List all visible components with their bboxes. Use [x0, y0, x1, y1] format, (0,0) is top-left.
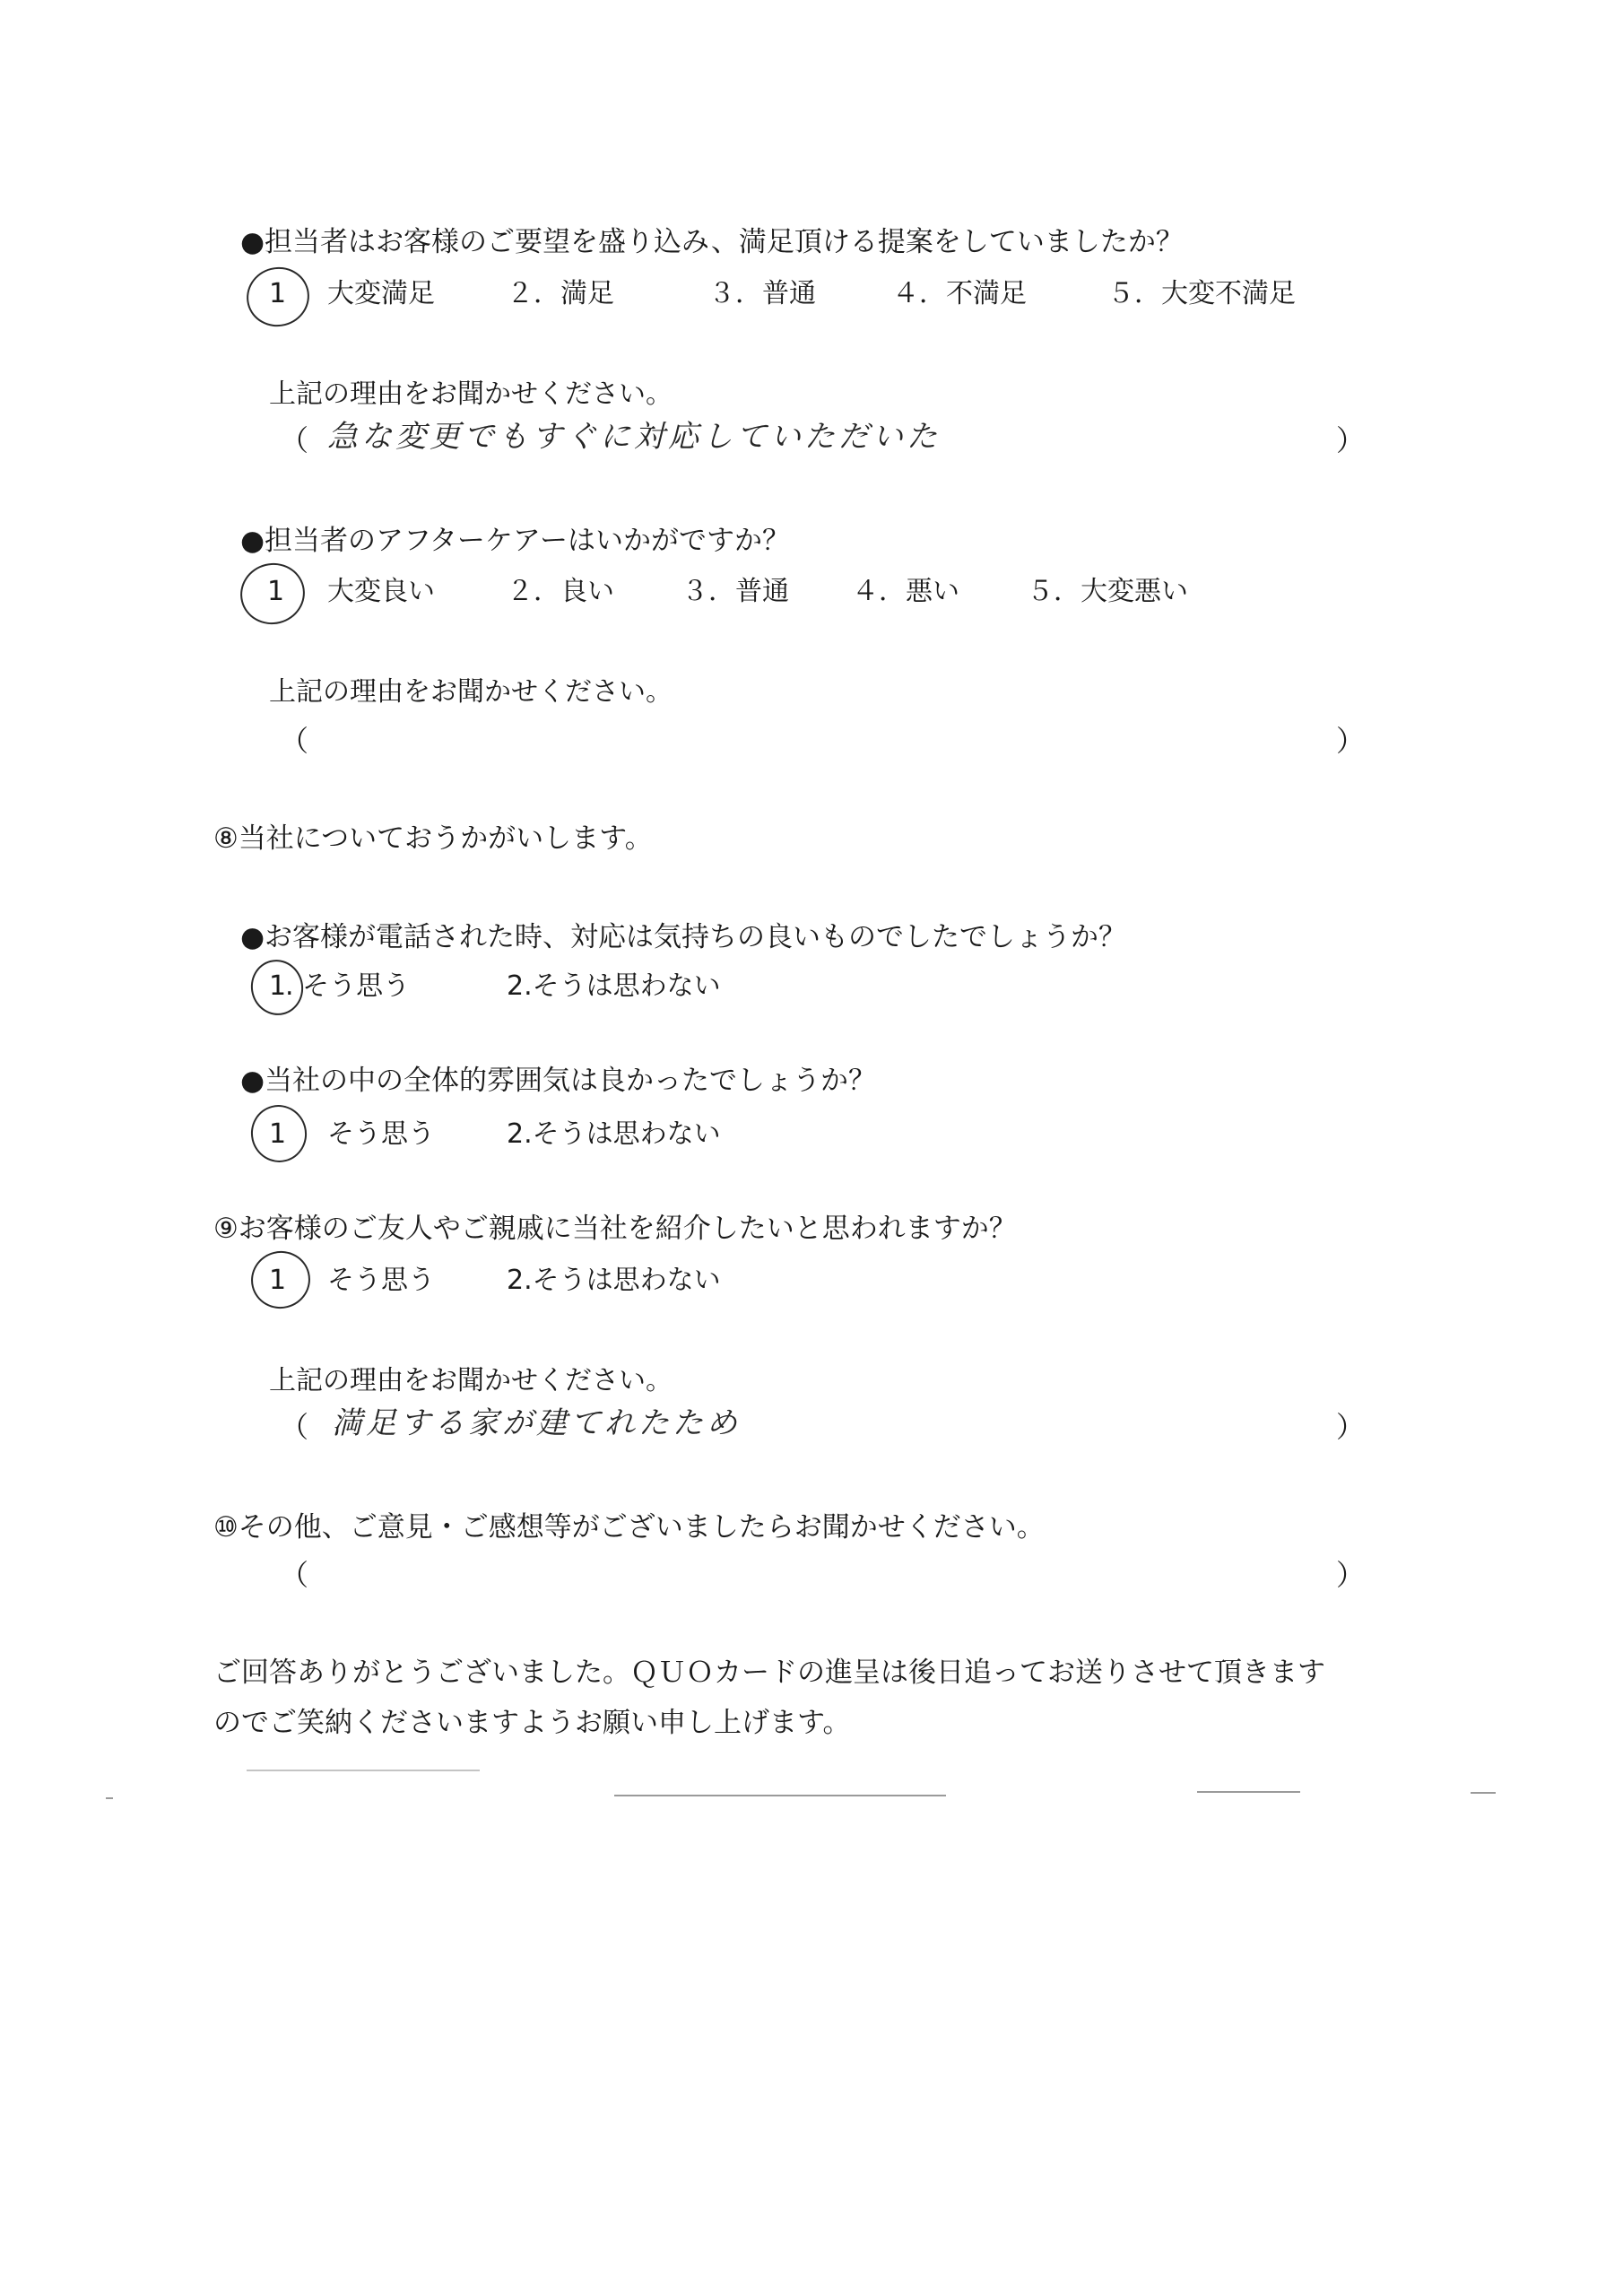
paren-close: ）: [1336, 724, 1366, 758]
option-normal: ３．普通: [681, 576, 789, 607]
option-bad: ４．悪い: [852, 576, 959, 607]
option-very-good: 大変良い: [327, 576, 435, 607]
option-disagree: 2.そうは思わない: [507, 970, 721, 1002]
option-agree: . そう思う: [285, 970, 411, 1002]
paren-close: ）: [1336, 1558, 1366, 1592]
question-referral: ⑨お客様のご友人やご親戚に当社を紹介したいと思われますか？: [213, 1213, 1017, 1245]
option-disagree: 2.そうは思わない: [507, 1118, 721, 1150]
option-very-bad: ５．大変悪い: [1027, 576, 1188, 607]
paren-close: ）: [1336, 423, 1366, 457]
reason-prompt: 上記の理由をお聞かせください。: [269, 378, 673, 410]
question-aftercare: ●担当者のアフターケアーはいかがですか？: [240, 525, 790, 557]
option-very-satisfied: 大変満足: [327, 278, 435, 309]
paren-close: ）: [1336, 1410, 1366, 1444]
option-unsatisfied: ４．不満足: [892, 278, 1027, 309]
handwritten-answer: 急な変更でもすぐに対応していただいた: [327, 419, 941, 455]
section-8-heading: ⑧当社についておうかがいします。: [213, 822, 653, 855]
scan-artifact-line: [1197, 1791, 1300, 1793]
option-good: ２．良い: [507, 576, 614, 607]
question-other-comments: ⑩その他、ご意見・ご感想等がございましたらお聞かせください。: [213, 1511, 1045, 1544]
paren-open: （: [280, 1410, 309, 1444]
reason-prompt: 上記の理由をお聞かせください。: [269, 1365, 673, 1396]
option-number-1: 1: [267, 576, 285, 607]
paren-open: （: [280, 1558, 309, 1592]
option-satisfied: ２．満足: [507, 278, 614, 309]
paren-open: （: [280, 724, 309, 758]
option-number-1: 1: [269, 970, 287, 1002]
scan-artifact-line: [247, 1770, 480, 1771]
scan-artifact-line: [1471, 1792, 1496, 1794]
question-phone-response: ●お客様が電話された時、対応は気持ちの良いものでしたでしょうか？: [240, 921, 1127, 953]
scan-artifact-line: [106, 1797, 113, 1799]
closing-line-2: のでご笑納くださいますようお願い申し上げます。: [213, 1707, 851, 1739]
closing-line-1: ご回答ありがとうございました。ＱＵＯカードの進呈は後日追ってお送りさせて頂きます: [213, 1657, 1325, 1689]
option-disagree: 2.そうは思わない: [507, 1265, 721, 1296]
option-number-1: 1: [269, 278, 287, 309]
handwritten-answer: 満足する家が建てれたため: [332, 1405, 741, 1441]
option-number-1: 1: [269, 1118, 287, 1150]
option-agree: そう思う: [327, 1265, 435, 1296]
paren-open: （: [280, 423, 309, 457]
option-very-unsatisfied: ５．大変不満足: [1107, 278, 1296, 309]
option-number-1: 1: [269, 1265, 287, 1296]
question-proposal-satisfaction: ●担当者はお客様のご要望を盛り込み、満足頂ける提案をしていましたか？: [240, 226, 1184, 258]
option-agree: そう思う: [327, 1118, 435, 1150]
option-normal: ３．普通: [708, 278, 816, 309]
reason-prompt: 上記の理由をお聞かせください。: [269, 676, 673, 708]
scan-artifact-line: [614, 1795, 946, 1796]
question-atmosphere: ●当社の中の全体的雰囲気は良かったでしょうか？: [240, 1065, 877, 1097]
